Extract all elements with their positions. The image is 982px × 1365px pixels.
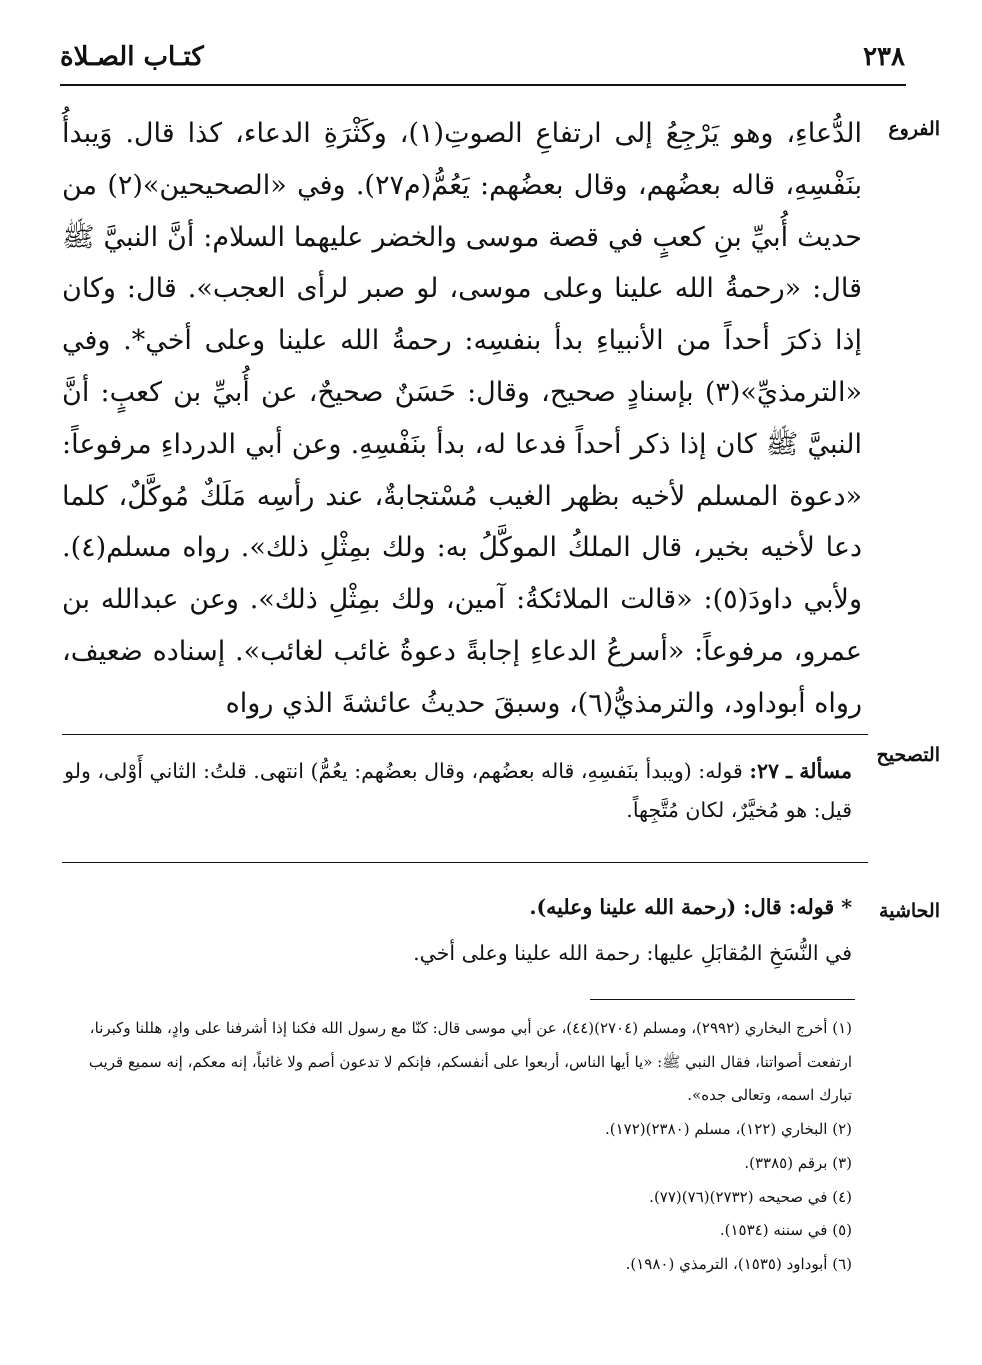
label-tasheeh: التصحيح [876,744,940,766]
tasheeh-lead: مسألة ـ ٢٧: [749,759,852,783]
main-paragraph: الدُّعاءِ، وهو يَرْجِعُ إلى ارتفاعِ الصوتِ(١)، وكَثْرَةِ الدعاء، كذا قال. وَيبدأُ بنَفْسِهِ، قاله بعضُهم، وقال بعضُهم: يَعُمُّ(م٢٧). وفي «الصحيحين»(٢) من حديث أُبيِّ بنِ كعبٍ في قصة موسى والخضر عليهما السلام: أنَّ النبيَّ ﷺ قال: «رحمةُ الله علينا وعلى موسى، لو صبر لرأى العجب». قال: وكان إذا ذكرَ أحداً من الأنبياءِ بدأ بنفسِه: رحمةُ الله علينا وعلى أخي*. وفي «الترمذيِّ»(٣) بإسنادٍ صحيح، وقال: حَسَنٌ صحيحٌ، عن أُبيِّ بن كعبٍ: أنَّ النبيَّ ﷺ كان إذا ذكر أحداً فدعا له، بدأ بنَفْسِهِ. وعن أبي الدرداءِ مرفوعاً: «دعوة المسلم لأخيه بظهر الغيب مُسْتجابةٌ، عند رأسِه مَلَكٌ مُوكَّلٌ، كلما دعا لأخيه بخير، قال الملكُ الموكَّلُ به: ولك بمِثْلِ ذلك». رواه مسلم(٤). ولأبي داودَ(٥): «قالت الملائكةُ: آمين، ولك بمِثْلِ ذلك». وعن عبدالله بن عمرو، مرفوعاً: «أسرعُ الدعاءِ إجابةً دعوةُ غائب لغائب». إسناده ضعيف، رواه أبوداود، والترمذيُّ(٦)، وسبقَ حديثُ عائشةَ الذي رواه [62,118,863,719]
footnote: (٣) برقم (٣٣٨٥). [744,1153,852,1172]
tasheeh-body: قوله: (ويبدأ بنَفسِهِ، قاله بعضُهم، وقال بعضُهم: يعُمُّ) انتهى. قلتُ: الثاني أَوْلى، ولو قيل: هو مُخيَّرٌ، لكان مُتَّجِهاً. [64,759,852,822]
hashiya-section [62,884,852,976]
hashiya-lead: * قوله: قال: (رحمة الله علينا وعليه). [529,895,852,919]
running-header [60,30,905,80]
page-number: ٢٣٨ [863,42,905,72]
section-divider [62,734,868,735]
footnote: (٢) البخاري (١٢٢)، مسلم (٢٣٨٠)(١٧٢). [604,1120,852,1139]
footnote-rule [590,999,855,1000]
main-text [62,108,862,730]
label-hashiya: الحاشية [879,900,940,922]
footnote: (٦) أبوداود (١٥٣٥)، الترمذي (١٩٨٠). [625,1254,852,1273]
header-rule [60,84,906,86]
footnote: (٤) في صحيحه (٢٧٣٢)(٧٦)(٧٧). [649,1187,852,1206]
tasheeh-section [62,752,852,830]
section-divider [62,862,868,863]
footnote: (١) أخرج البخاري (٢٩٩٢)، ومسلم (٢٧٠٤)(٤٤)، عن أبي موسى قال: كنّا مع رسول الله فكنا إذا أشرفنا على وادٍ، هللنا وكبرنا، ارتفعت أصواتنا، فقال النبي ﷺ: «يا أيها الناس، أربعوا على أنفسكم، فإنكم لا تدعون أصم ولا غائباً، إنه معكم، إنه سميع قريب تبارك اسمه، وتعالى جده». [88,1019,852,1105]
hashiya-body: في النُّسَخِ المُقابَلِ عليها: رحمة الله علينا وعلى أخي. [413,941,852,965]
tasheeh-paragraph [62,752,852,830]
footnote: (٥) في سننه (١٥٣٤). [719,1221,852,1240]
footnotes [62,1012,852,1282]
label-furu: الفروع [888,118,940,140]
running-title: كتـاب الصـلاة [60,42,204,72]
